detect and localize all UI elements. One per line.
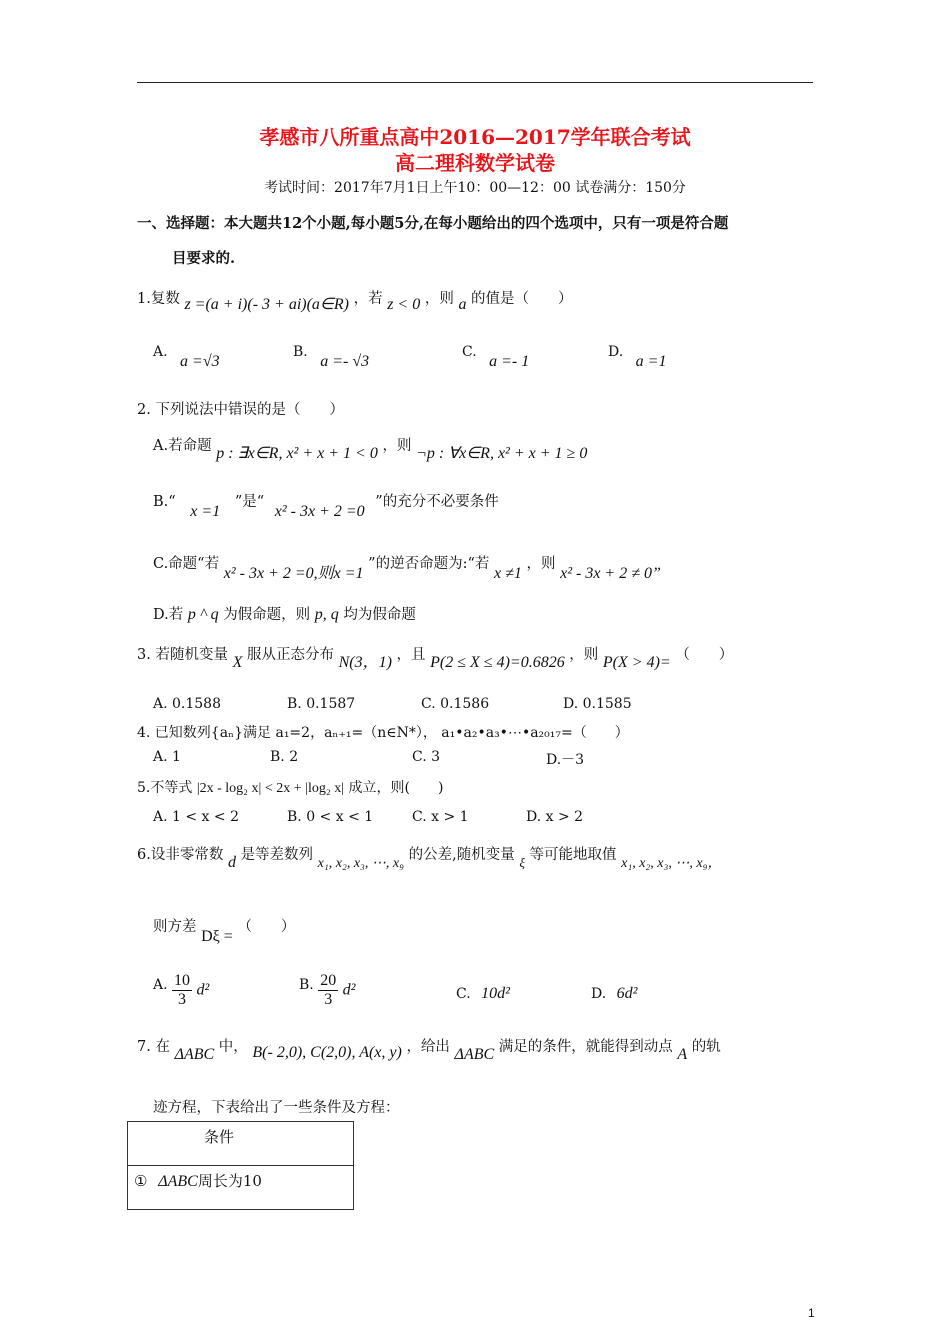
question-5	[137, 777, 443, 797]
section-heading-line-2: 目要求的.	[172, 250, 236, 267]
q6-line-2	[153, 915, 296, 945]
q6-xi: ξ	[519, 855, 525, 870]
q4-option-b: B. 2	[270, 749, 299, 765]
q6-option-a-numerator: 10	[174, 972, 191, 989]
table-cell-1	[128, 1166, 354, 1210]
q6-option-b-fraction	[318, 972, 338, 1009]
q6-option-a-label: A.	[153, 976, 168, 993]
q6-option-c-value: 10d²	[481, 985, 510, 1002]
q2-a-formula-1: p : ∃x∈R, x² + x + 1 < 0	[216, 445, 378, 462]
title-line-1: 孝感市八所重点高中2016—2017学年联合考试	[259, 125, 691, 149]
q1-option-a-label: A.	[153, 344, 168, 360]
q2-option-c	[153, 550, 661, 582]
q1-option-d-label: D.	[608, 344, 624, 360]
question-2-stem: 2. 下列说法中错误的是（ ）	[137, 402, 344, 418]
q2-a-formula-2: ¬p : ∀x∈R, x² + x + 1 ≥ 0	[416, 445, 588, 462]
q1-suffix: 的值是（ ）	[471, 291, 573, 307]
q5-option-a: A. 1 < x < 2	[153, 809, 239, 825]
q1-option-c-label: C.	[462, 344, 477, 360]
q2-c-mid2: ，则	[526, 556, 556, 572]
q6-option-b-label: B.	[299, 976, 314, 993]
question-6	[137, 843, 722, 871]
q6-line2-formula: Dξ =	[201, 928, 233, 945]
q7-variable: A	[677, 1046, 688, 1063]
q6-option-b-tail: d²	[342, 981, 356, 999]
q2-d-mid: 为假命题，则	[223, 607, 311, 623]
q2-option-d	[153, 603, 416, 624]
q2-c-mid: ”的逆否命题为:“若	[368, 556, 490, 572]
q2-d-formula-2: p, q	[314, 606, 339, 623]
q1-option-d-value: a =1	[635, 353, 667, 370]
q2-a-prefix: A.若命题	[153, 438, 212, 454]
q1-option-b-label: B.	[293, 344, 308, 360]
q7-triangle: ΔABC	[174, 1046, 215, 1063]
q6-line2-suffix: （ ）	[237, 919, 296, 935]
q6-sequence: x₁, x₂, x₃, ⋯, x₉	[317, 856, 404, 871]
q6-option-b-denominator: 3	[324, 991, 333, 1008]
q7-points: B(- 2,0), C(2,0), A(x, y)	[252, 1044, 402, 1061]
q3-option-b: B. 0.1587	[287, 696, 356, 712]
q4-option-a: A. 1	[153, 749, 181, 765]
q6-variable-d: d	[227, 854, 236, 871]
q2-c-formula-1: x² - 3x + 2 =0,则x =1	[223, 565, 364, 582]
q3-option-d: D. 0.1585	[563, 696, 632, 712]
q3-mid2: ，且	[396, 647, 426, 663]
table-header-row	[128, 1122, 354, 1166]
table-row-triangle: ΔABC	[158, 1173, 198, 1190]
q6-option-b	[299, 972, 355, 1009]
table-header-cell: 条件	[128, 1122, 354, 1166]
q4-option-d: D.－3	[546, 752, 585, 768]
q7-mid: 中，	[218, 1039, 248, 1055]
q2-d-prefix: D.若	[153, 607, 184, 623]
question-4: 4. 已知数列{aₙ}满足 a₁=2，aₙ₊₁=（n∈N*）， a₁•a₂•a₃•⋯•a₂₀₁₇=（ ）	[137, 725, 629, 741]
q1-prefix: 1.复数	[137, 291, 180, 307]
title-line-2: 高二理科数学试卷	[395, 151, 555, 175]
q3-probability: P(2 ≤ X ≤ 4)=0.6826	[430, 654, 565, 671]
conditions-table	[127, 1121, 354, 1210]
q1-mid: ，若	[353, 291, 383, 307]
q1-mid2: ，则	[424, 291, 454, 307]
q7-triangle-2: ΔABC	[454, 1046, 495, 1063]
q6-mid: 是等差数列	[240, 847, 314, 863]
q7-mid2: ，给出	[406, 1039, 450, 1055]
q7-line-2: 迹方程，下表给出了一些条件及方程：	[153, 1100, 400, 1116]
q3-variable: X	[232, 654, 243, 671]
question-3	[137, 641, 734, 671]
q5-suffix: 成立，则( )	[348, 780, 444, 796]
q1-option-b-value: a =- √3	[320, 353, 370, 370]
q5-option-d: D. x > 2	[526, 809, 584, 825]
q3-option-c: C. 0.1586	[421, 696, 490, 712]
q2-option-b	[153, 490, 499, 520]
q6-option-d-label: D.	[591, 986, 607, 1002]
q2-c-formula-2: x ≠1	[493, 565, 522, 582]
q7-prefix: 7. 在	[137, 1039, 170, 1055]
q6-option-c	[456, 985, 510, 1003]
q1-variable: a	[458, 296, 467, 313]
q5-option-c: C. x > 1	[412, 809, 469, 825]
q1-option-a	[153, 343, 220, 370]
table-row-number: ①	[134, 1172, 148, 1190]
q2-d-formula-1: p ^ q	[187, 606, 219, 623]
q6-option-a-denominator: 3	[178, 991, 187, 1008]
q4-option-c: C. 3	[412, 749, 441, 765]
q5-formula: |2x - log₂ x| < 2x + |log₂ x|	[196, 781, 345, 796]
q7-suffix: 的轨	[691, 1039, 721, 1055]
q6-mid2: 的公差,随机变量	[408, 847, 515, 863]
section-heading-line-1: 一、选择题：本大题共12个小题,每小题5分,在每小题给出的四个选项中，只有一项是符合题	[137, 215, 729, 232]
q6-option-d	[591, 985, 637, 1003]
q6-option-c-label: C.	[456, 986, 471, 1002]
q1-option-c	[462, 343, 530, 370]
q6-line2-prefix: 则方差	[153, 919, 197, 935]
question-7	[137, 1035, 721, 1063]
q6-option-d-value: 6d²	[616, 985, 638, 1002]
q1-condition: z < 0	[387, 296, 421, 313]
top-rule	[137, 82, 813, 83]
q5-prefix: 5.不等式	[137, 780, 193, 796]
q5-option-b: B. 0 < x < 1	[287, 809, 374, 825]
q2-c-prefix: C.命题“若	[153, 556, 220, 572]
page-number: 1	[808, 1306, 815, 1320]
q6-option-a-tail: d²	[196, 981, 210, 999]
q2-b-prefix: B.“	[153, 494, 176, 510]
q3-distribution: N(3，1)	[338, 654, 392, 671]
table-row-text: 周长为10	[197, 1172, 262, 1190]
q2-d-suffix: 均为假命题	[343, 607, 416, 623]
table-row	[128, 1166, 354, 1210]
q3-mid3: ，则	[569, 647, 599, 663]
q3-mid: 服从正态分布	[246, 647, 334, 663]
q1-formula: z =(a + i)(- 3 + ai)(a∈R)	[184, 296, 349, 313]
q2-option-a	[153, 434, 588, 462]
q6-option-a-fraction	[172, 972, 192, 1009]
q1-option-a-value: a =√3	[180, 353, 220, 370]
q2-b-formula-1: x =1	[190, 503, 221, 520]
exam-info: 考试时间：2017年7月1日上午10：00—12：00 试卷满分：150分	[264, 180, 686, 196]
question-1	[137, 287, 573, 313]
q2-c-formula-3: x² - 3x + 2 ≠ 0”	[560, 565, 661, 582]
q2-b-suffix: ”的充分不必要条件	[375, 494, 499, 510]
q1-option-c-value: a =- 1	[489, 353, 530, 370]
q6-sequence-2: x₁, x₂, x₃, ⋯, x₉，	[621, 856, 722, 871]
q1-option-b	[293, 343, 370, 370]
q3-option-a: A. 0.1588	[153, 696, 221, 712]
q3-ask: P(X > 4)=	[602, 654, 671, 671]
q2-a-mid: ，则	[382, 438, 412, 454]
q6-mid3: 等可能地取值	[529, 847, 617, 863]
q2-b-formula-2: x² - 3x + 2 =0	[274, 503, 365, 520]
q7-mid3: 满足的条件，就能得到动点	[498, 1039, 673, 1055]
q1-option-d	[608, 343, 667, 370]
q6-prefix: 6.设非零常数	[137, 847, 224, 863]
q3-prefix: 3. 若随机变量	[137, 647, 228, 663]
q3-suffix: （ ）	[675, 647, 734, 663]
q2-b-mid: ”是“	[234, 494, 265, 510]
q6-option-b-numerator: 20	[320, 972, 337, 989]
q6-option-a	[153, 972, 209, 1009]
